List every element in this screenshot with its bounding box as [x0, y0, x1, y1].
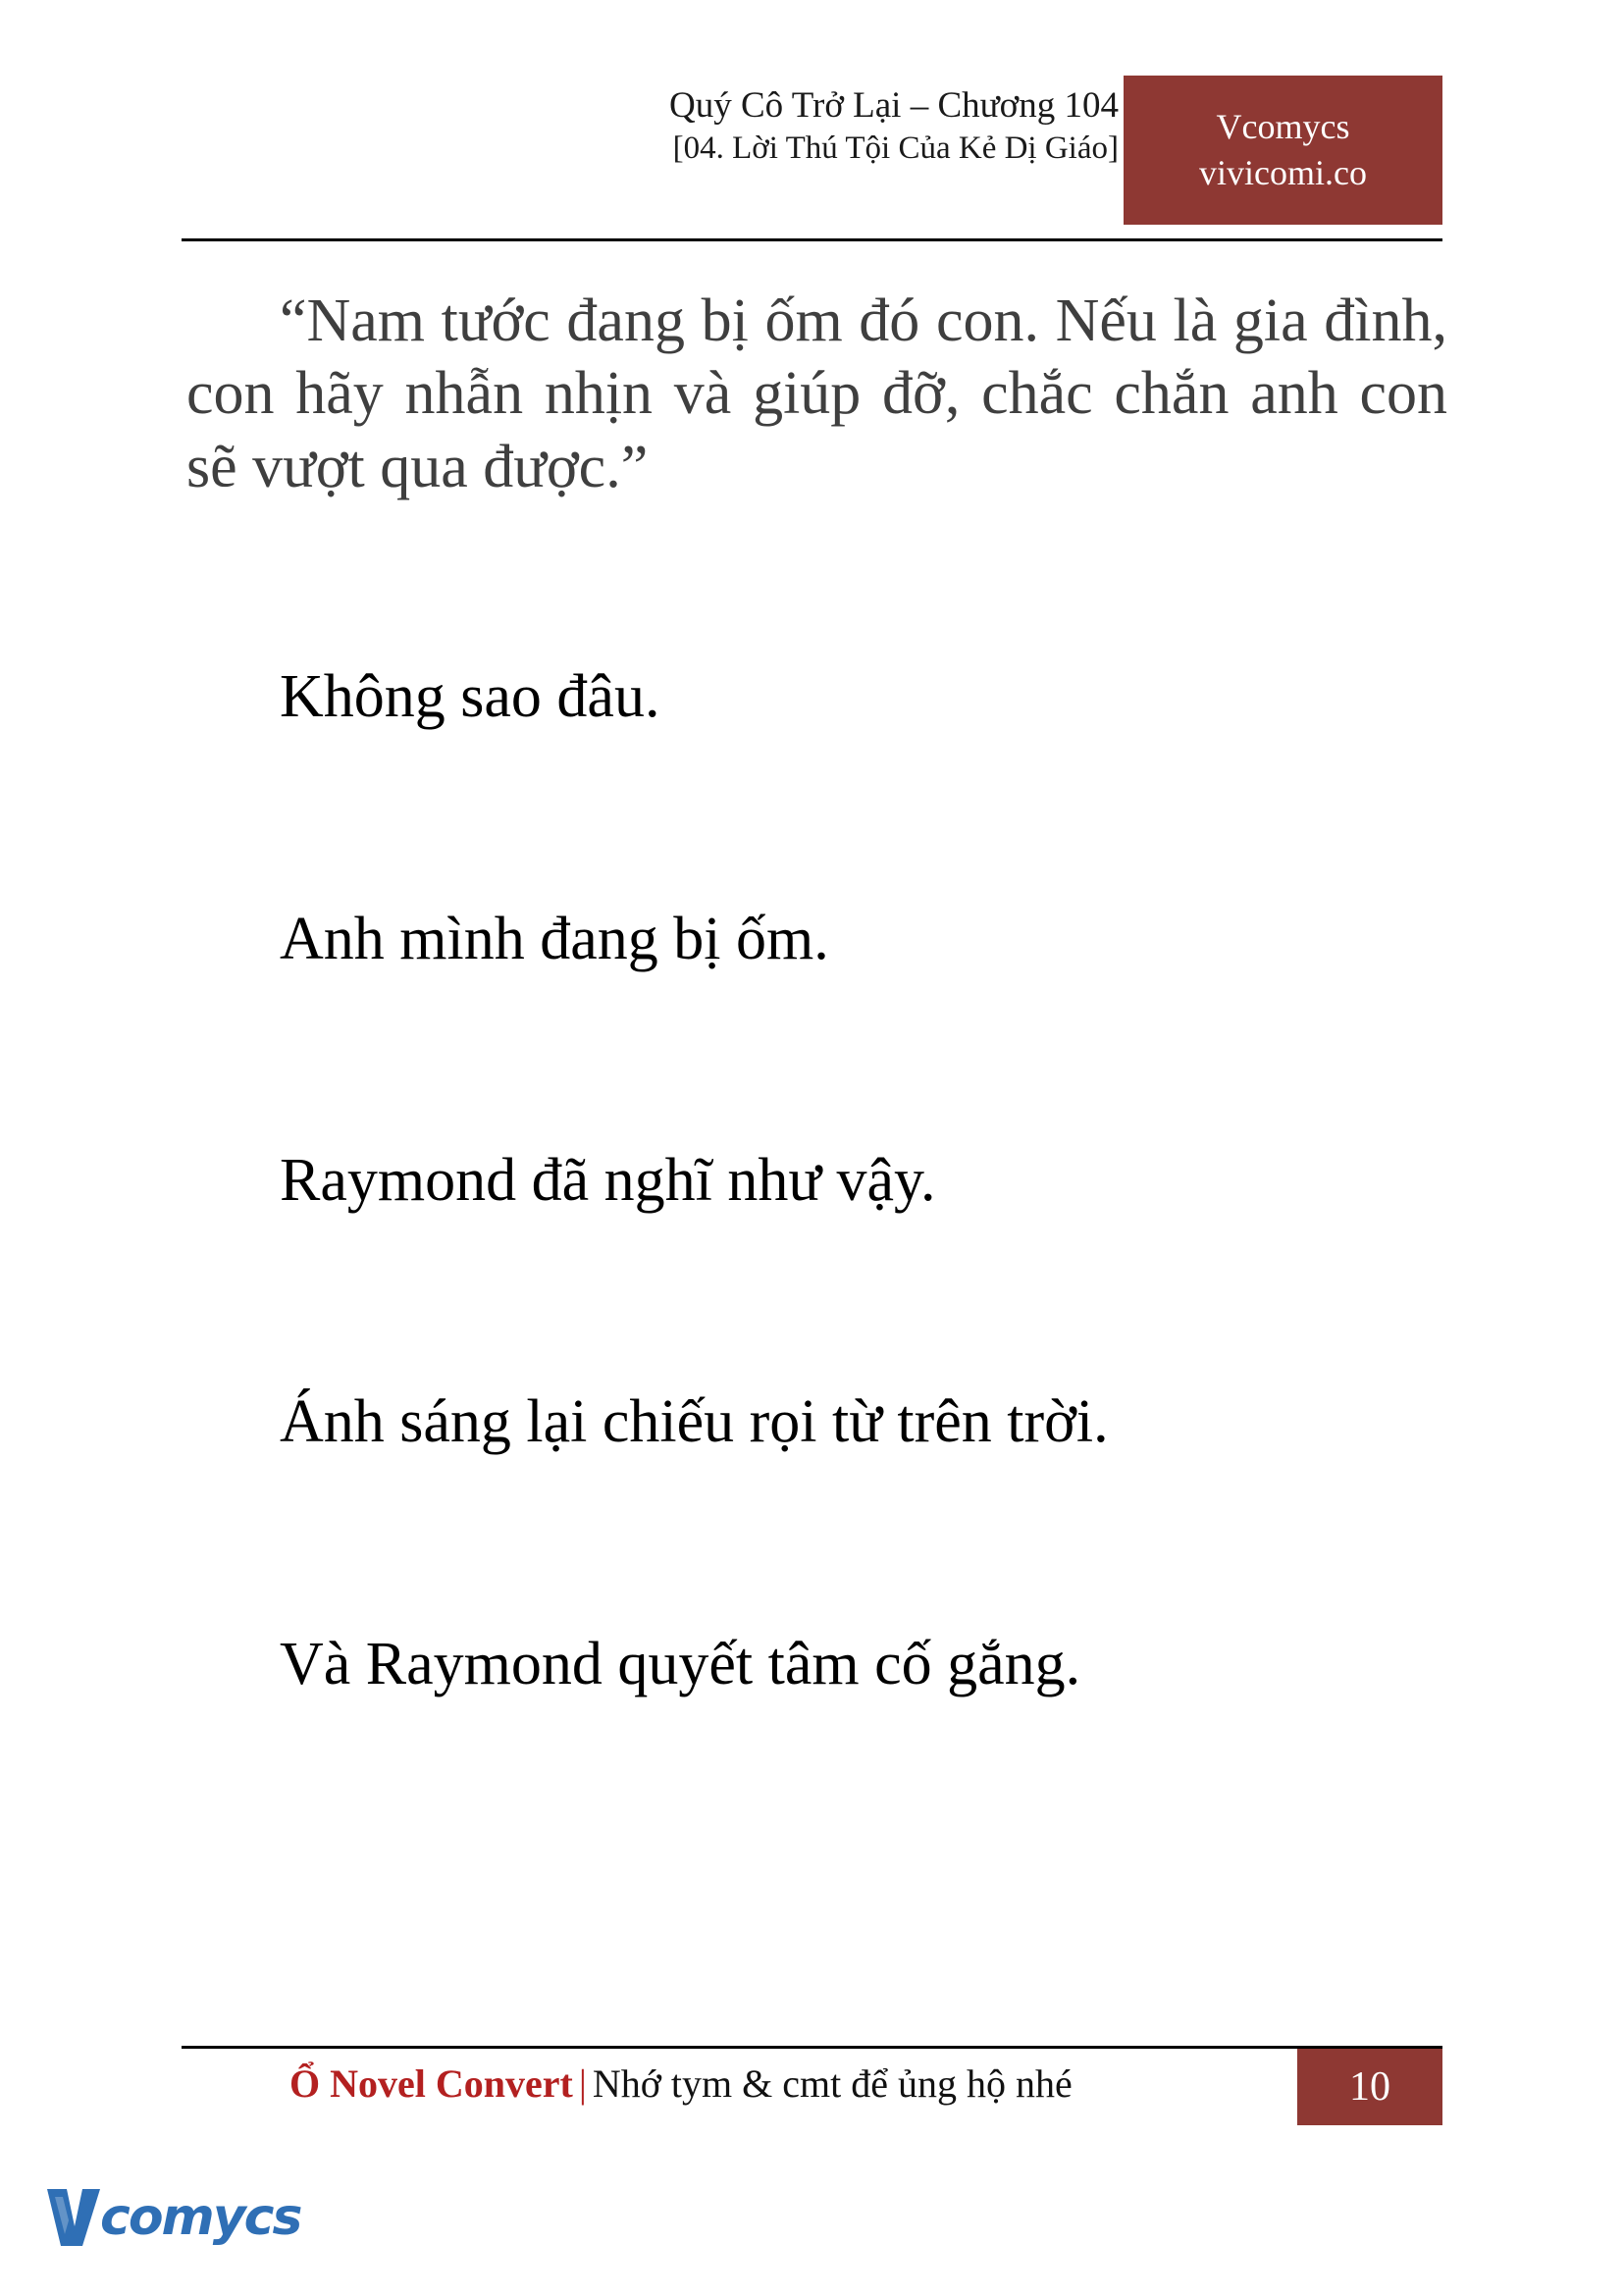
site-badge-name: Vcomycs	[1216, 107, 1350, 147]
site-badge	[1124, 76, 1442, 225]
paragraph-2: Anh mình đang bị ốm.	[280, 905, 829, 972]
page-number-badge: 10	[1297, 2049, 1442, 2125]
page-header	[182, 83, 1442, 240]
footer-separator: |	[578, 2061, 587, 2106]
chapter-subtitle: [04. Lời Thú Tội Của Kẻ Dị Giáo]	[672, 130, 1119, 167]
paragraph-5: Và Raymond quyết tâm cố gắng.	[280, 1630, 1081, 1697]
footer-credit	[289, 2060, 1073, 2107]
paragraph-1: Không sao đâu.	[280, 663, 660, 731]
page-content	[186, 285, 1447, 1869]
header-divider	[182, 238, 1442, 241]
footer-divider	[182, 2046, 1442, 2049]
watermark-text: comycs	[100, 2188, 301, 2247]
site-badge-url: vivicomi.co	[1199, 153, 1367, 192]
paragraph-3: Raymond đã nghĩ như vậy.	[280, 1146, 936, 1214]
header-title-block	[669, 83, 1119, 170]
paragraph-quote: “Nam tước đang bị ốm đó con. Nếu là gia đình, con hãy nhẫn nhịn và giúp đỡ, chắc chắn anh con sẽ vượt qua được.”	[186, 287, 1447, 500]
chapter-title: Quý Cô Trở Lại – Chương 104	[668, 85, 1119, 126]
vcomycs-watermark	[45, 2183, 301, 2260]
footer-note: Nhớ tym & cmt để ủng hộ nhé	[592, 2061, 1073, 2106]
watermark-v-icon	[45, 2187, 102, 2248]
paragraph-4: Ánh sáng lại chiếu rọi từ trên trời.	[280, 1388, 1109, 1456]
page-footer	[182, 2051, 1442, 2125]
footer-brand: Ổ Novel Convert	[289, 2061, 573, 2106]
